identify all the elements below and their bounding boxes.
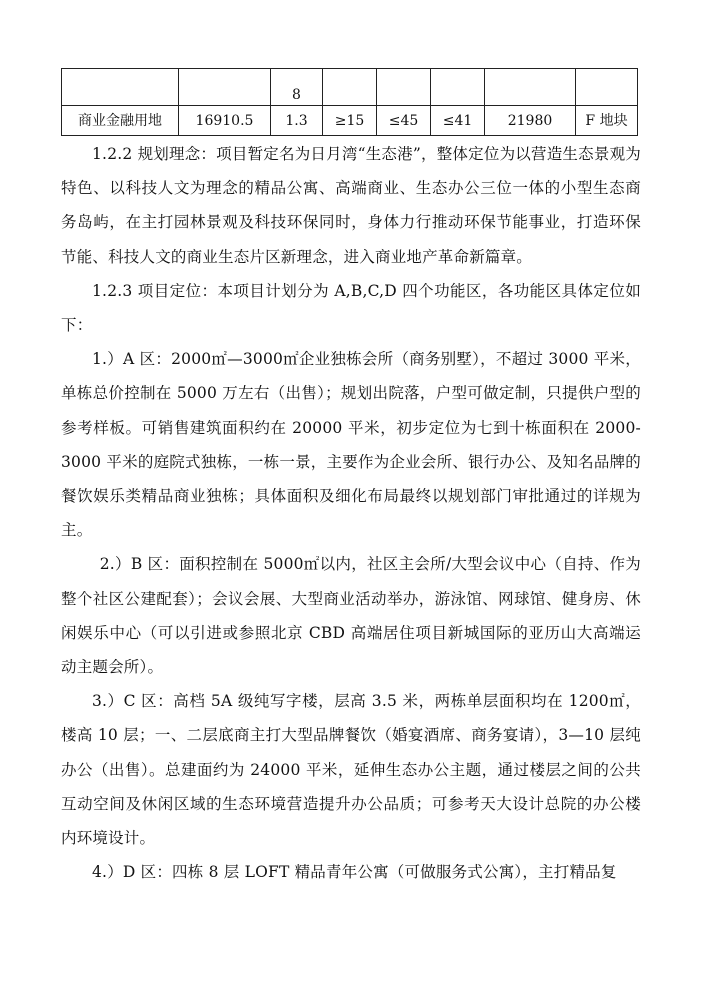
table-cell	[323, 69, 377, 106]
land-area-cell: 16910.5	[179, 106, 271, 136]
plot-id-cell: F 地块	[576, 106, 638, 136]
table-cell	[576, 69, 638, 106]
table-cell	[62, 69, 179, 106]
zone-c-paragraph: 3.）C 区：高档 5A 级纯写字楼，层高 3.5 米，两栋单层面积均在 1200㎡，楼高 10 层；一、二层底商主打大型品牌餐饮（婚宴酒席、商务宴请），3—10 层纯办公（出售）。总建面约为 24000 平米，延伸生态办公主题，通过楼层之间的公共互动空间及休闲区域的生态环境营造提升办公品质；可参考天大设计总院的办公楼内环境设计。	[61, 692, 641, 848]
body-text	[61, 137, 641, 889]
project-positioning-paragraph: 1.2.3 项目定位：本项目计划分为 A,B,C,D 四个功能区，各功能区具体定位如下：	[61, 281, 641, 335]
table-row	[62, 69, 638, 106]
height-limit-cell: ≤41	[431, 106, 485, 136]
table-cell	[485, 69, 576, 106]
table-cell	[377, 69, 431, 106]
zone-a-paragraph: 1.）A 区：2000㎡—3000㎡企业独栋会所（商务别墅），不超过 3000 平米，单栋总价控制在 5000 万左右（出售）；规划出院落，户型可做定制，只提供户型的参考样板。可销售建筑面积约在 20000 平米，初步定位为七到十栋面积在 2000-3000 平米的庭院式独栋，一栋一景，主要作为企业会所、银行办公、及知名品牌的餐饮娱乐类精品商业独栋；具体面积及细化布局最终以规划部门审批通过的详规为主。	[61, 350, 641, 540]
land-use-table	[61, 68, 638, 136]
zone-b-paragraph: 2.）B 区：面积控制在 5000㎡以内，社区主会所/大型会议中心（自持、作为整个社区公建配套）；会议会展、大型商业活动举办，游泳馆、网球馆、健身房、休闲娱乐中心（可以引进或参照北京 CBD 高端居住项目新城国际的亚历山大高端运动主题会所）。	[61, 555, 641, 677]
planning-concept-paragraph: 1.2.2 规划理念：项目暂定名为日月湾“生态港”，整体定位为以营造生态景观为特色、以科技人文为理念的精品公寓、高端商业、生态办公三位一体的小型生态商务岛屿，在主打园林景观及科技环保同时，身体力行推动环保节能事业，打造环保节能、科技人文的商业生态片区新理念，进入商业地产革命新篇章。	[61, 145, 641, 266]
density-cell: ≤45	[377, 106, 431, 136]
table-cell	[431, 69, 485, 106]
table-cell	[179, 69, 271, 106]
green-ratio-cell: ≥15	[323, 106, 377, 136]
table-row	[62, 106, 638, 136]
floor-area-cell: 21980	[485, 106, 576, 136]
zone-d-paragraph: 4.）D 区：四栋 8 层 LOFT 精品青年公寓（可做服务式公寓），主打精品复	[92, 863, 617, 882]
land-type-cell: 商业金融用地	[62, 106, 179, 136]
plot-ratio-cell: 1.3	[271, 106, 323, 136]
table-cell: 8	[271, 69, 323, 106]
